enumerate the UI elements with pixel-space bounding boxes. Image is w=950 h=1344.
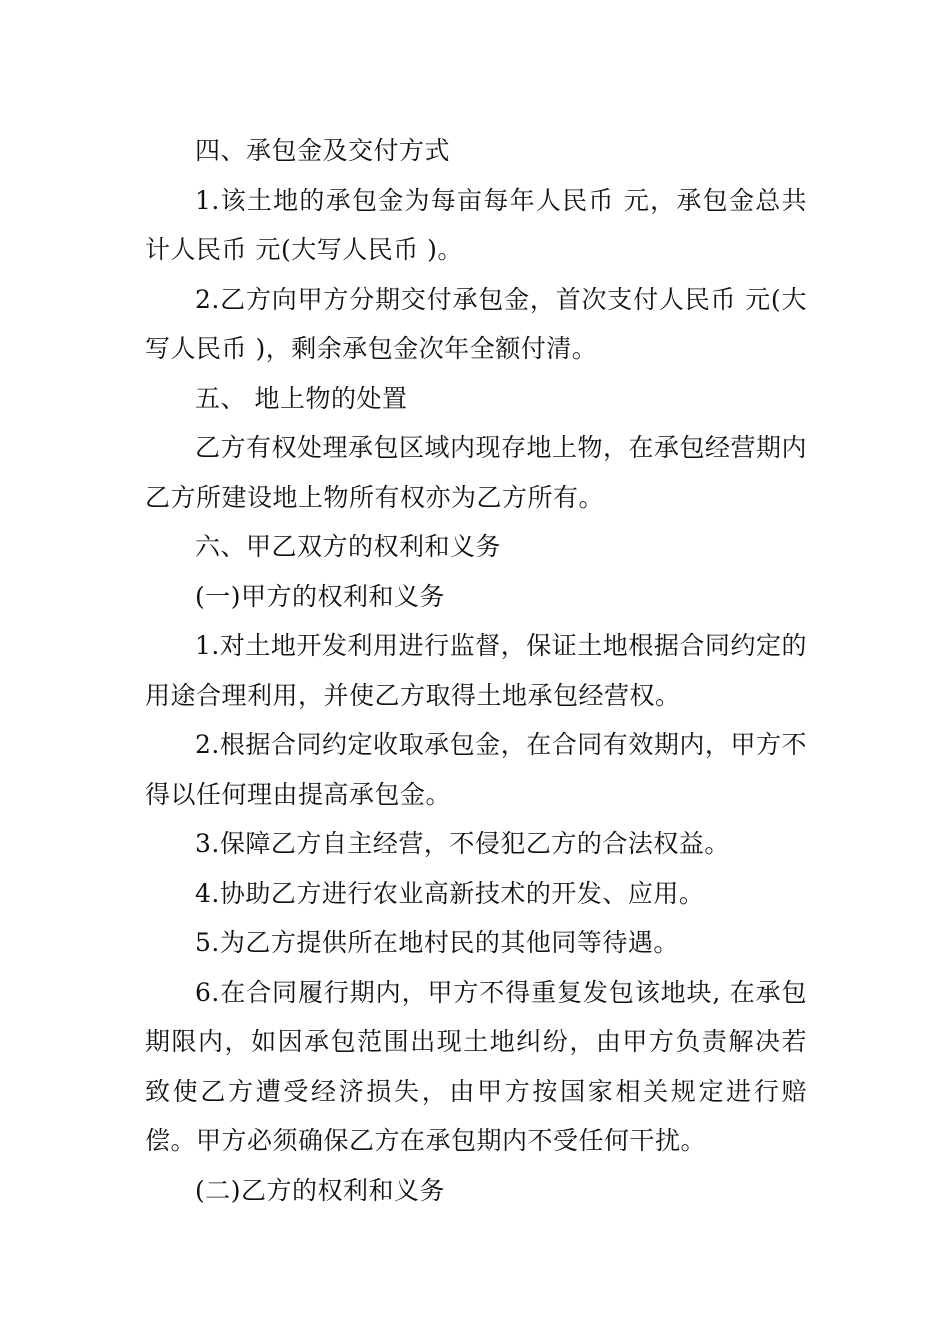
paragraph-4-1: 1.该土地的承包金为每亩每年人民币 元，承包金总共计人民币 元(大写人民币 )。	[145, 185, 807, 264]
paragraph-6-a-4: 4.协助乙方进行农业高新技术的开发、应用。	[195, 878, 705, 908]
section-heading-6: 六、甲乙双方的权利和义务	[195, 532, 502, 561]
subsection-heading-party-b: (二)乙方的权利和义务	[195, 1175, 446, 1205]
paragraph-4-2: 2.乙方向甲方分期交付承包金，首次支付人民币 元(大写人民币 )，剩余承包金次年全额付清。	[145, 284, 807, 363]
paragraph-6-a-3: 3.保障乙方自主经营，不侵犯乙方的合法权益。	[195, 829, 730, 858]
section-heading-5: 五、 地上物的处置	[195, 383, 408, 413]
document-body	[145, 126, 807, 1215]
paragraph-6-a-6: 6.在合同履行期内，甲方不得重复发包该地块, 在承包期限内，如因承包范围出现土地纠纷，由甲方负责解决若致使乙方遭受经济损失，由甲方按国家相关规定进行赔偿。甲方必须确保乙方在承包期内不受任何干扰。	[145, 977, 807, 1155]
subsection-heading-party-a: (一)甲方的权利和义务	[195, 581, 446, 611]
paragraph-6-a-5: 5.为乙方提供所在地村民的其他同等待遇。	[195, 928, 679, 957]
paragraph-5: 乙方有权处理承包区域内现存地上物，在承包经营期内乙方所建设地上物所有权亦为乙方所有。	[145, 433, 808, 512]
section-heading-4: 四、承包金及交付方式	[195, 136, 451, 165]
paragraph-6-a-1: 1.对土地开发利用进行监督，保证土地根据合同约定的用途合理利用，并使乙方取得土地承包经营权。	[145, 631, 807, 710]
paragraph-6-a-2: 2.根据合同约定收取承包金，在合同有效期内，甲方不得以任何理由提高承包金。	[145, 730, 807, 809]
